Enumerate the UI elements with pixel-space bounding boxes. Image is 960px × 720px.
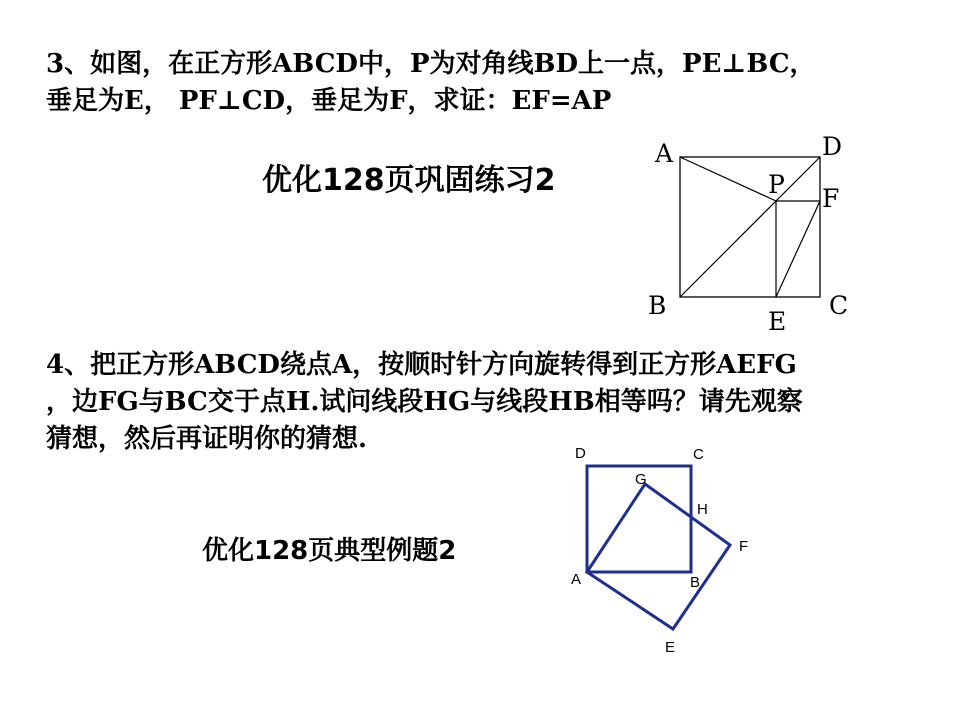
label-p: P (768, 170, 785, 199)
label-g: G (635, 471, 647, 488)
label-d: D (822, 132, 843, 161)
label-f: F (822, 184, 840, 213)
problem-3-text (46, 46, 816, 120)
label-b: B (690, 574, 701, 591)
problem-3-line-1: 3、如图，在正方形ABCD中，P为对角线BD上一点，PE⊥BC， (46, 49, 816, 79)
label-a: A (655, 139, 674, 168)
segment-ef (776, 201, 820, 297)
problem-4-line-1: 4、把正方形ABCD绕点A，按顺时针方向旋转得到正方形AEFG (46, 350, 797, 380)
segment-ap (680, 157, 776, 201)
label-a: A (571, 571, 582, 588)
label-e: E (665, 639, 676, 656)
label-f: F (739, 538, 749, 555)
diagonal-bd (680, 157, 820, 297)
problem-4-line-2: ，边FG与BC交于点H.试问线段HG与线段HB相等吗？请先观察 (46, 387, 803, 417)
problem-3-figure (640, 128, 870, 338)
label-b: B (648, 291, 667, 320)
label-d: D (575, 445, 586, 462)
problem-4-reference: 优化128页典型例题2 (202, 536, 457, 566)
square-aefg (587, 484, 730, 629)
problem-4-figure (560, 438, 780, 668)
problem-3-line-2: 垂足为E， PF⊥CD，垂足为F，求证：EF=AP (46, 86, 612, 116)
problem-3-reference: 优化128页巩固练习2 (262, 163, 556, 198)
label-h: H (697, 501, 708, 518)
label-c: C (693, 446, 704, 463)
problem-4-line-3: 猜想，然后再证明你的猜想. (46, 424, 368, 454)
label-c: C (829, 291, 849, 320)
label-e: E (768, 307, 787, 336)
